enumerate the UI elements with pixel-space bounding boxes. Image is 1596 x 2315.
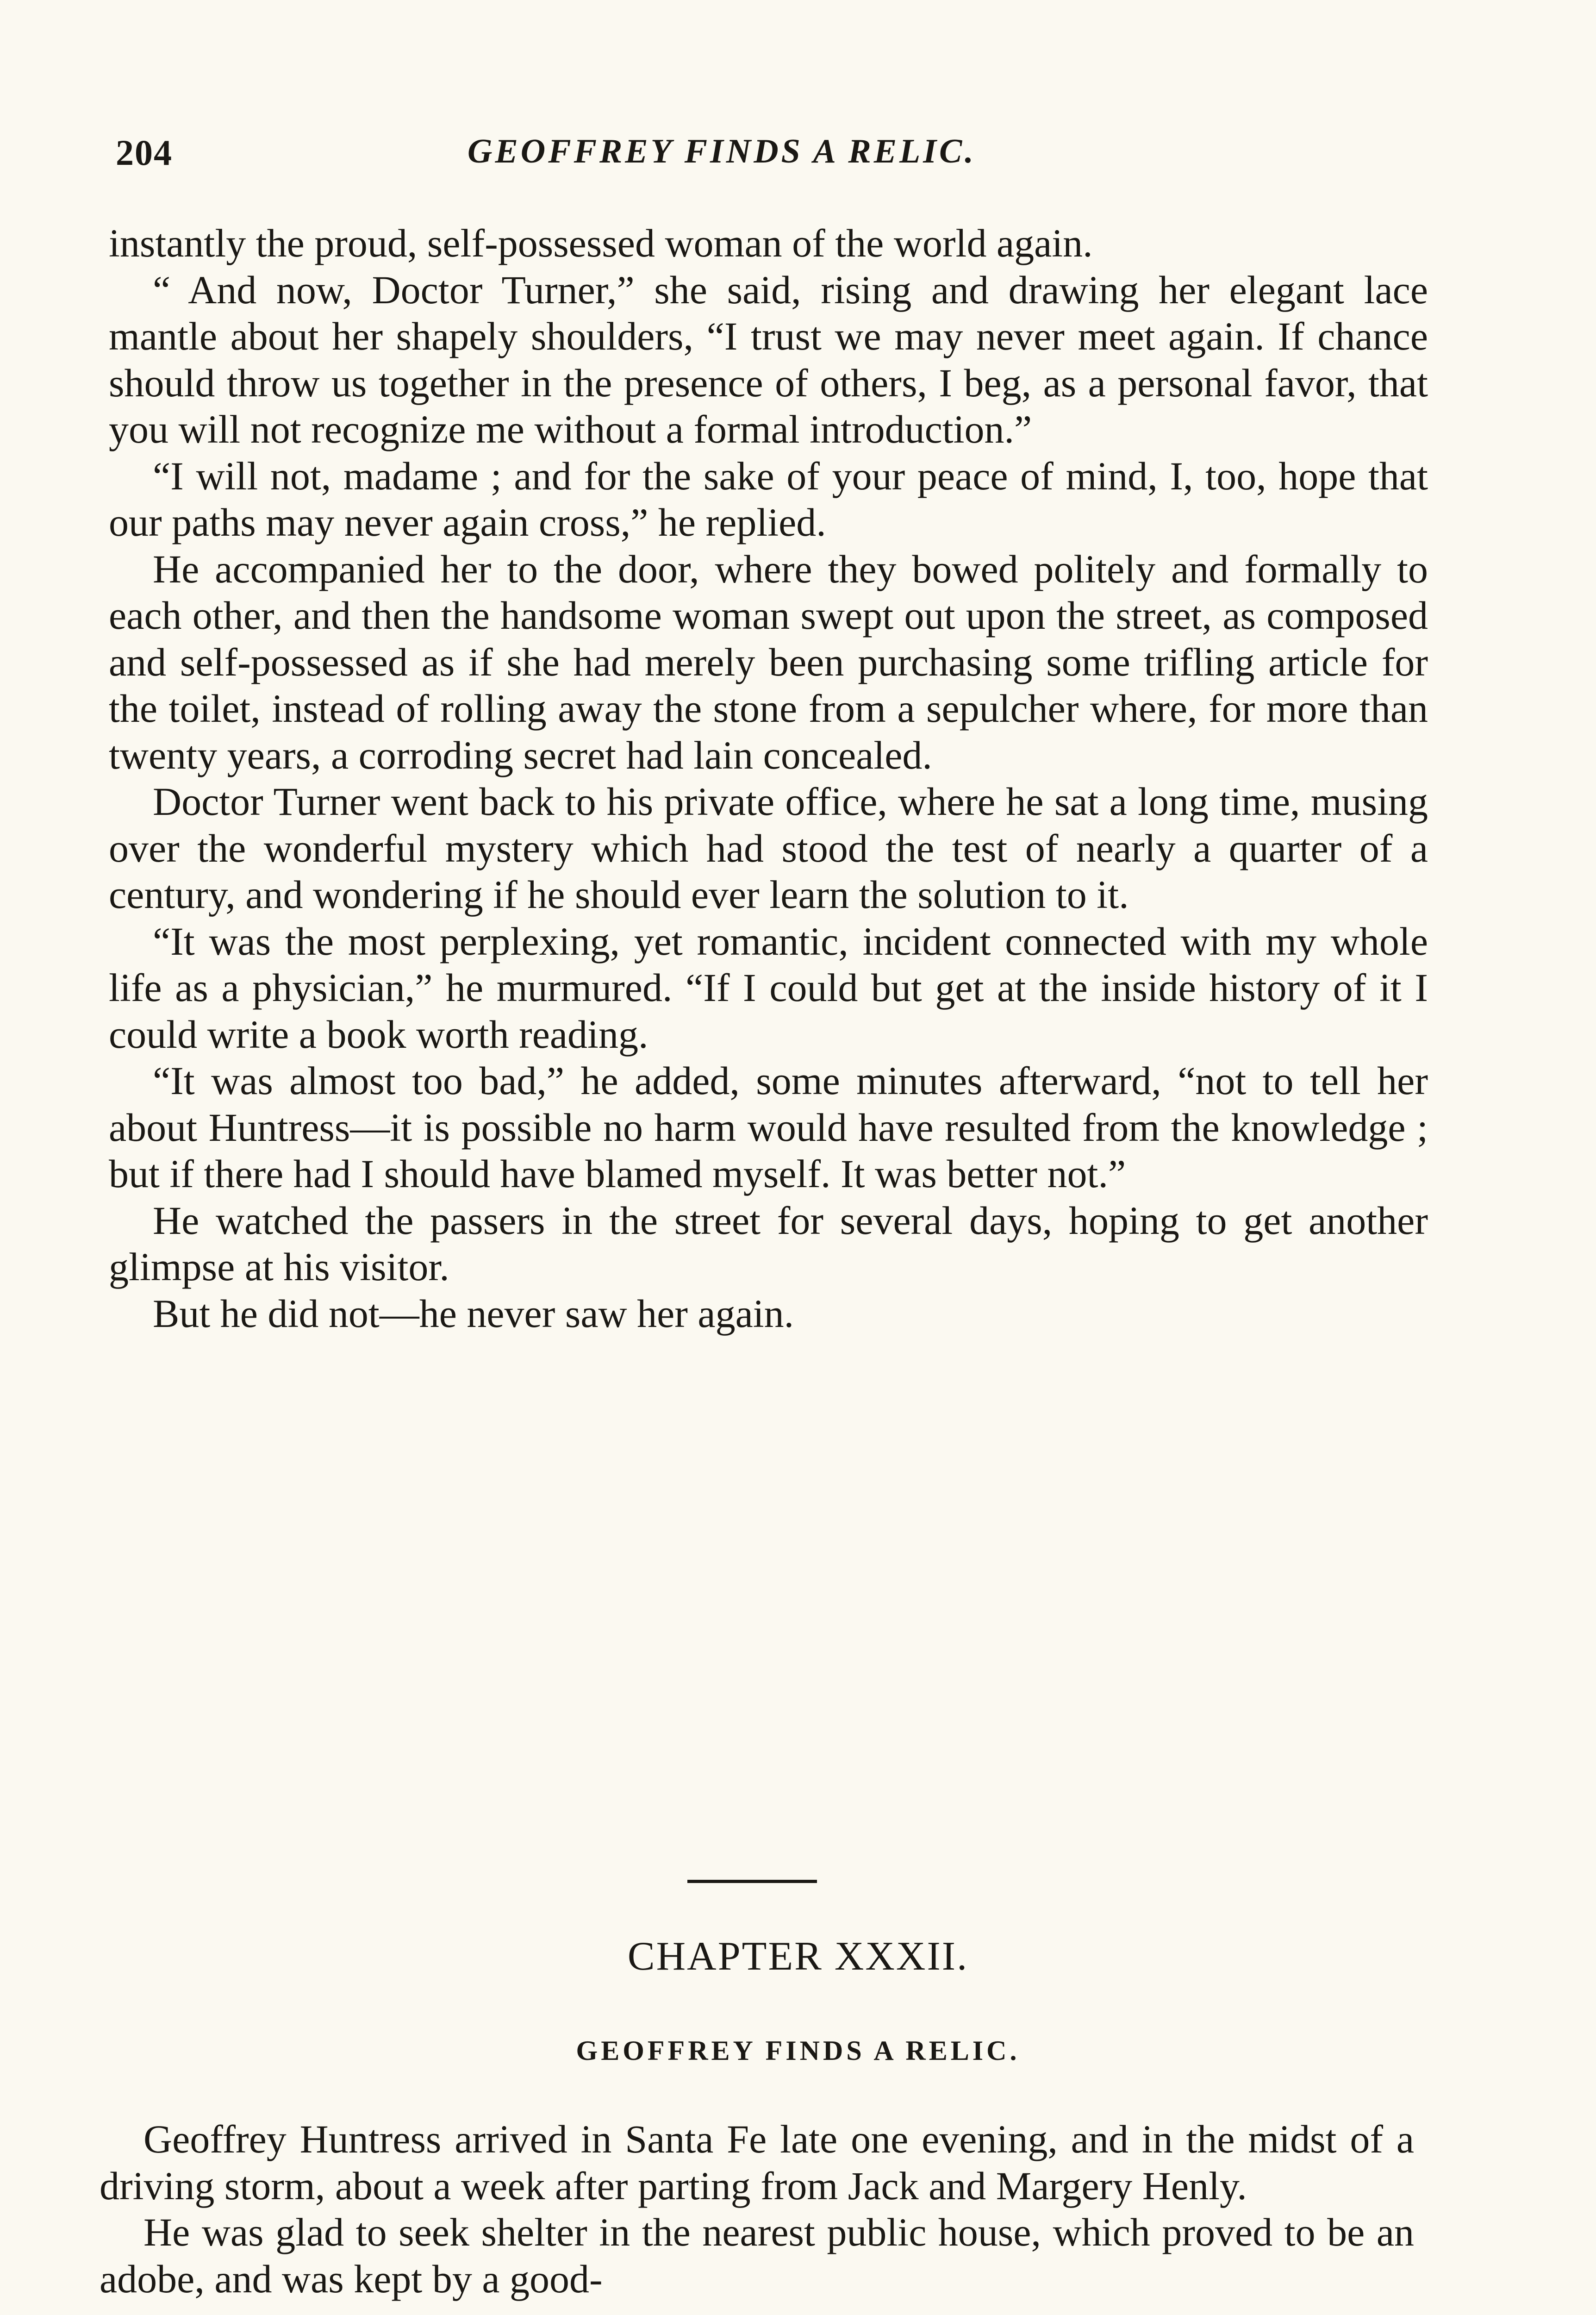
- paragraph: He was glad to seek shelter in the nearest public house, which proved to be an adobe, and was kept by a good-: [100, 2210, 1414, 2301]
- paragraph: “It was the most perplexing, yet romantic, incident connected with my whole life as a physician,” he murmured. “If I could but get at the inside history of it I could write a book worth reading.: [109, 919, 1428, 1057]
- paragraph: But he did not—he never saw her again.: [153, 1291, 794, 1336]
- running-head: [116, 132, 1435, 183]
- running-title: GEOFFREY FINDS A RELIC.: [468, 132, 976, 170]
- page-number: 204: [116, 132, 173, 173]
- paragraph: Doctor Turner went back to his private office, where he sat a long time, musing over the wonderful mystery which had stood the test of nearly a quarter of a century, and wondering if he should ever learn the solution to it.: [109, 779, 1428, 917]
- paragraph: Geoffrey Huntress arrived in Santa Fe late one evening, and in the midst of a driving storm, about a week after parting from Jack and Margery Henly.: [100, 2117, 1414, 2208]
- chapter-subtitle: GEOFFREY FINDS A RELIC.: [576, 2035, 1020, 2066]
- chapter-text: [100, 2116, 1414, 2302]
- paragraph: He accompanied her to the door, where they bowed politely and formally to each other, and then the handsome woman swept out upon the street, as composed and self-possessed as if she had merely been purchasing some trifling article for the toilet, instead of rolling away the stone from a sepulcher where, for more than twenty years, a corroding secret had lain concealed.: [109, 546, 1428, 777]
- paragraph: He watched the passers in the street for several days, hoping to get another glimpse at his visitor.: [109, 1198, 1428, 1289]
- chapter-heading: CHAPTER XXXII.: [627, 1934, 969, 1979]
- paragraph: “ And now, Doctor Turner,” she said, rising and drawing her elegant lace mantle about her shapely shoulders, “I trust we may never meet again. If chance should throw us together in the presence of others, I beg, as a personal favor, that you will not recognize me without a formal introduction.”: [109, 267, 1428, 451]
- paragraph: “I will not, madame ; and for the sake of your peace of mind, I, too, hope that our paths may never again cross,” he replied.: [109, 453, 1428, 544]
- body-text: [109, 220, 1428, 1337]
- paragraph: “It was almost too bad,” he added, some minutes afterward, “not to tell her about Huntress—it is possible no harm would have resulted from the knowledge ; but if there had I should have blamed myself. It was better not.”: [109, 1058, 1428, 1196]
- section-divider: [687, 1880, 817, 1883]
- paragraph: instantly the proud, self-possessed woman of the world again.: [109, 221, 1093, 265]
